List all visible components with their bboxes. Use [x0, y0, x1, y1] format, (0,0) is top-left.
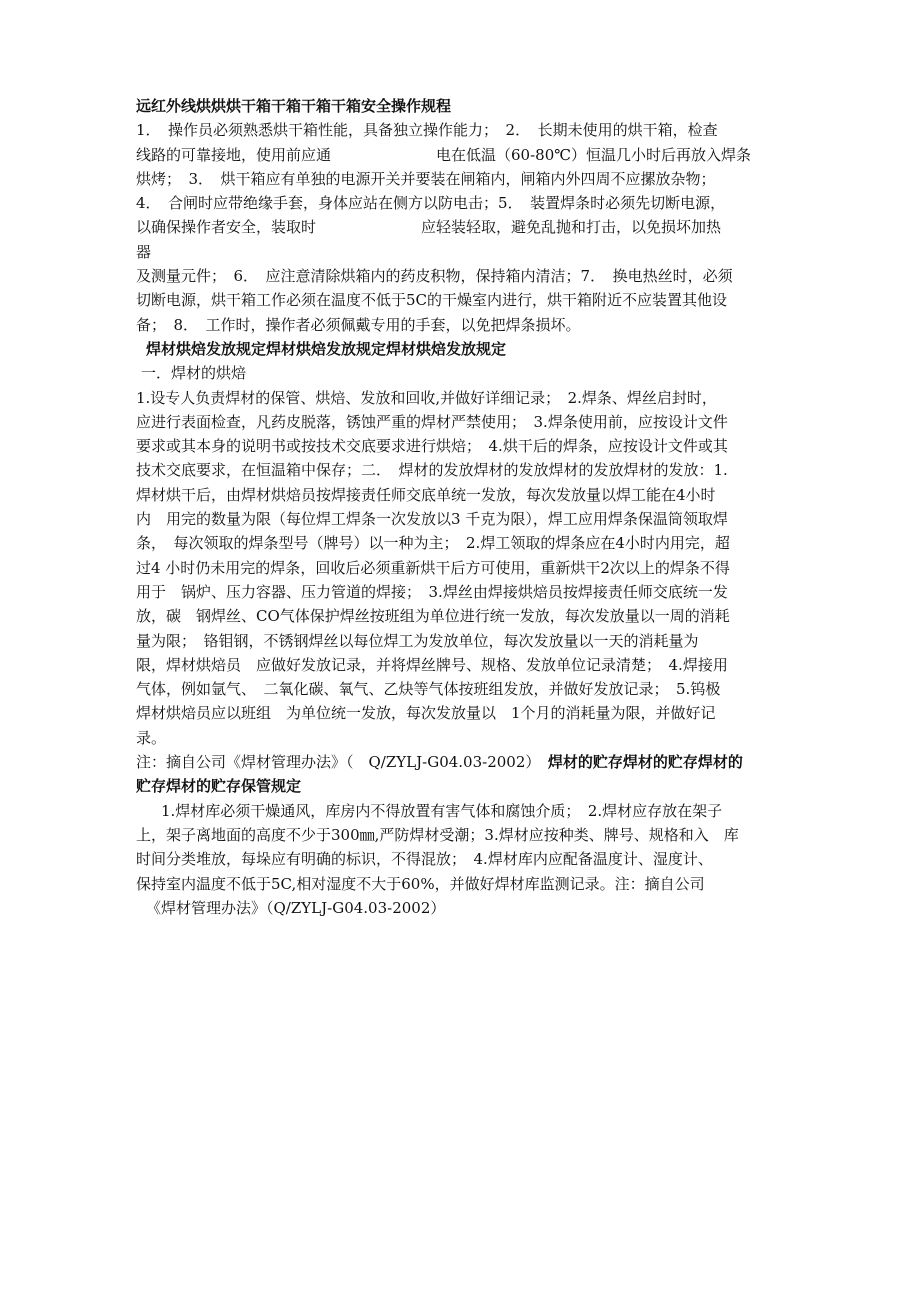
section2-line-2: 应进行表面检查，凡药皮脱落，锈蚀严重的焊材严禁使用； 3.焊条使用前，应按设计文件 [136, 412, 728, 431]
section1-line-3: 烘烤； 3． 烘干箱应有单独的电源开关并要装在闸箱内，闸箱内外四周不应摞放杂物； [136, 169, 716, 188]
section2-note-prefix: 注：摘自公司《焊材管理办法》（ Q/ZYLJ-G04.03-2002） [136, 753, 548, 772]
section2-line-9: 用于 锅炉、压力容器、压力管道的焊接； 3.焊丝由焊接烘焙员按焊接责任师交底统一发 [136, 582, 728, 601]
section2-line-11: 量为限； 铬钼钢，不锈钢焊丝以每位焊工为发放单位，每次发放量以一天的消耗量为 [136, 631, 699, 650]
section1-line-5: 以确保操作者安全，装取时 应轻装轻取，避免乱抛和打击，以免损坏加热 [136, 218, 722, 237]
section2-note [136, 750, 776, 774]
section2-line-10: 放，碳 钢焊丝、CO气体保护焊丝按班组为单位进行统一发放，每次发放量以一周的消耗 [136, 607, 730, 626]
section2-line-1: 1.设专人负责焊材的保管、烘焙、发放和回收,并做好详细记录； 2.焊条、焊丝启封时， [136, 388, 717, 407]
section2-subtitle: 一．焊材的烘焙 [141, 364, 247, 383]
section2-title: 焊材烘焙发放规定焊材烘焙发放规定焊材烘焙发放规定 [146, 339, 507, 358]
section3-line-5: 《焊材管理办法》（Q/ZYLJ-G04.03-2002） [146, 898, 446, 917]
section2-line-14: 焊材烘焙员应以班组 为单位统一发放，每次发放量以 1个月的消耗量为限，并做好记 [136, 704, 716, 723]
section1-line-9: 备； 8． 工作时，操作者必须佩戴专用的手套，以免把焊条损坏。 [136, 315, 581, 334]
section2-note-bold-tail: 焊材的贮存焊材的贮存焊材的 [547, 753, 743, 772]
section2-line-3: 要求或其本身的说明书或按技术交底要求进行烘焙； 4.烘干后的焊条，应按设计文件或其 [136, 437, 728, 456]
section1-line-6: 器 [136, 242, 152, 261]
section2-line-12: 限，焊材烘焙员 应做好发放记录，并将焊丝牌号、规格、发放单位记录清楚； 4.焊接用 [136, 655, 728, 674]
section2-line-6: 内 用完的数量为限（每位焊工焊条一次发放以3 千克为限），焊工应用焊条保温筒领取焊 [136, 510, 728, 529]
section1-line-8: 切断电源，烘干箱工作必须在温度不低于5C的干燥室内进行，烘干箱附近不应装置其他设 [136, 291, 728, 310]
section2-line-5: 焊材烘干后，由焊材烘焙员按焊接责任师交底单统一发放，每次发放量以焊工能在4小时 [136, 485, 716, 504]
section2-line-4: 技术交底要求，在恒温箱中保存；二． 焊材的发放焊材的发放焊材的发放焊材的发放：1. [136, 461, 728, 480]
section2-line-7: 条， 每次领取的焊条型号（牌号）以一种为主； 2.焊工领取的焊条应在4小时内用完，超 [136, 534, 730, 553]
section1-line-2: 线路的可靠接地，使用前应通 电在低温（60-80℃）恒温几小时后再放入焊条 [136, 145, 752, 164]
section3-line-1: 1.焊材库必须干燥通风，库房内不得放置有害气体和腐蚀介质； 2.焊材应存放在架子 [161, 801, 723, 820]
section1-line-1: 1． 操作员必须熟悉烘干箱性能，具备独立操作能力； 2． 长期未使用的烘干箱，检查 [136, 121, 718, 140]
section2-line-15: 录。 [136, 728, 167, 747]
section3-title: 贮存焊材的贮存保管规定 [136, 777, 302, 796]
section1-line-4: 4． 合闸时应带绝缘手套，身体应站在侧方以防电击；5． 装置焊条时必须先切断电源， [136, 194, 726, 213]
section1-title: 远红外线烘烘烘干箱干箱干箱干箱安全操作规程 [136, 97, 452, 115]
section3-line-3: 时间分类堆放，每垛应有明确的标识，不得混放； 4.焊材库内应配备温度计、湿度计、 [136, 850, 713, 869]
section3-line-4: 保持室内温度不低于5C,相对湿度不大于60%，并做好焊材库监测记录。注：摘自公司 [136, 874, 705, 893]
section2-line-8: 过4 小时仍未用完的焊条，回收后必须重新烘干后方可使用，重新烘干2次以上的焊条不得 [136, 558, 730, 577]
section2-line-13: 气体，例如氩气、 二氧化碳、氧气、乙炔等气体按班组发放，并做好发放记录； 5.钨极 [136, 680, 721, 699]
section1-line-7: 及测量元件； 6． 应注意清除烘箱内的药皮积物，保持箱内清洁；7． 换电热丝时，必须 [136, 267, 733, 286]
section3-line-2: 上，架子离地面的高度不少于300㎜,严防焊材受潮；3.焊材应按种类、牌号、规格和入 库 [136, 825, 739, 844]
document-page [136, 94, 776, 920]
